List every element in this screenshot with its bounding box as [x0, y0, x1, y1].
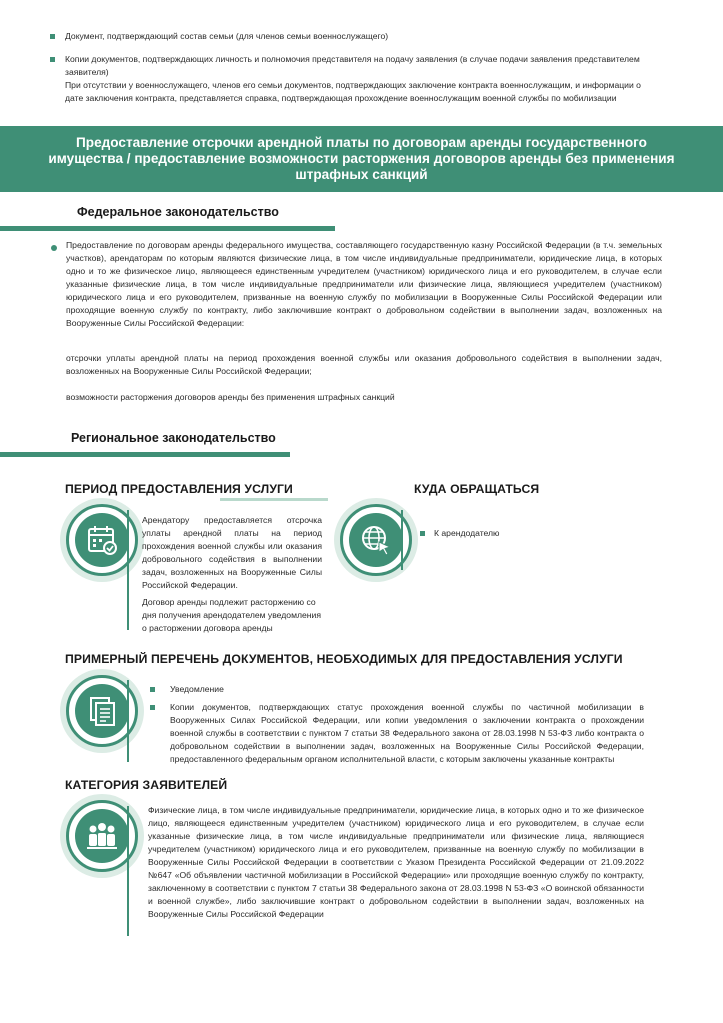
regional-heading: Региональное законодательство [71, 431, 276, 445]
federal-sub-text-1: отсрочки уплаты арендной платы на период прохождения военной службы или оказания добровольного содействия в выполнении задач, возложенных на Вооруженные Силы Российской Федерации; [66, 353, 662, 376]
federal-main-text: Предоставление по договорам аренды федерального имущества, составляющего государственную казну Российской Федерации (в т.ч. земельных участков), арендаторам по которым являются физические лица, в том числе индивидуальные предприниматели, юридические лица, в которых одно и то же физическое лицо, являющееся единственным учредителем (участником) юридического лица и его руководителем, в случае если указанные физические лица, в том числе индивидуальные предприниматели или физические лица, являющиеся учредителем (участником) юридического лица и его руководителем, призванные на военную службу по мобилизации в Вооруженные Силы Российской Федерации или проходящие военную службу по контракту, либо заключившие контракт о добровольном содействии в выполнении задач, возложенных на Вооруженные Силы Российской Федерации: [66, 240, 662, 328]
period-divider [220, 498, 328, 501]
category-text: Физические лица, в том числе индивидуальные предприниматели, юридические лица, в которых одно и то же физическое лицо, являющееся единственным учредителем (участником) юридического лица и его руководителем, в случае если указанные физические лица, в том числе индивидуальные предприниматели или физические лица, являющиеся учредителем (участником) юридического лица и его руководителем, призванные на военную службу по мобилизации в Вооруженные Силы Российской Федерации в соответствии с Указом Президента Российской Федерации от 21.09.2022 №647 «Об объявлении частичной мобилизации в Российской Федерации» или проходящие военную службу по контракту, заключенному в соответствии с пунктом 7 статьи 38 Федерального закона от 28.03.1998 N 53-ФЗ «О воинской обязанности и военной службе», либо заключившие контракт о добровольном содействии в выполнении задач, возложенных на Вооруженные Силы Российской Федерации [148, 805, 644, 919]
bullet-square [50, 57, 55, 62]
documents-vline [127, 680, 129, 762]
list-item: Копии документов, подтверждающих личность и полномочия представителя на подачу заявления (в случае подачи заявления представителем заявителя) [50, 53, 650, 79]
where-vline [401, 510, 403, 570]
federal-underline [0, 226, 335, 231]
documents-heading: ПРИМЕРНЫЙ ПЕРЕЧЕНЬ ДОКУМЕНТОВ, НЕОБХОДИМЫХ ДЛЯ ПРЕДОСТАВЛЕНИЯ УСЛУГИ [65, 652, 623, 666]
category-vline [127, 806, 129, 936]
calendar-check-icon [85, 523, 119, 557]
bullet-square [150, 687, 155, 692]
period-text-2: Договор аренды подлежит расторжению со дня получения арендодателем уведомления о расторжении договора аренды [142, 597, 321, 633]
bullet-square [50, 34, 55, 39]
list-item: Копии документов, подтверждающих статус прохождения военной службы по частичной мобилизации в Вооруженных Силах Российской Федерации, или копии уведомления о заключении контракта о прохождении военной службы в соответствии с пунктом 7 статьи 38 Федерального закона от 28.03.1998 N 53-ФЗ либо контракта о добровольном содействии в выполнении задач, возложенных на Вооруженные Силы Российской Федерации, предоставленного федеральным органом исполнительной власти, с которым заключены указанные контракты [150, 701, 644, 766]
where-item: К арендодателю [434, 528, 500, 538]
period-vline [127, 510, 129, 630]
federal-heading: Федеральное законодательство [77, 205, 279, 219]
where-heading: КУДА ОБРАЩАТЬСЯ [414, 482, 540, 496]
bullet-square [150, 705, 155, 710]
period-heading: ПЕРИОД ПРЕДОСТАВЛЕНИЯ УСЛУГИ [65, 482, 293, 496]
top-note: При отсутствии у военнослужащего, членов его семьи документов, подтверждающих заключение контракта военнослужащим, и информации о дате заключения контракта, представляется справка, подтверждающая прохождение военнослужащим военной службы по мобилизации [65, 80, 641, 103]
category-heading: КАТЕГОРИЯ ЗАЯВИТЕЛЕЙ [65, 778, 228, 792]
federal-sub-text-2: возможности расторжения договоров аренды без применения штрафных санкций [66, 392, 395, 402]
banner-title: Предоставление отсрочки арендной платы по договорам аренды государственного имущества / предоставление возможности расторжения договоров аренды без применения штрафных санкций [48, 135, 675, 182]
bullet-square [420, 531, 425, 536]
bullet-dot [51, 245, 57, 251]
people-group-icon [84, 819, 120, 853]
regional-underline [0, 452, 290, 457]
list-item: Документ, подтверждающий состав семьи (для членов семьи военнослужащего) [50, 30, 650, 43]
globe-cursor-icon [359, 523, 393, 557]
list-item: Уведомление [150, 683, 644, 696]
period-text-1: Арендатору предоставляется отсрочка уплаты арендной платы на период прохождения военной службы или оказания добровольного содействия в выполнении задач, возложенных на Вооруженные Силы Российской Федерации. [142, 515, 322, 590]
documents-icon [85, 694, 119, 728]
